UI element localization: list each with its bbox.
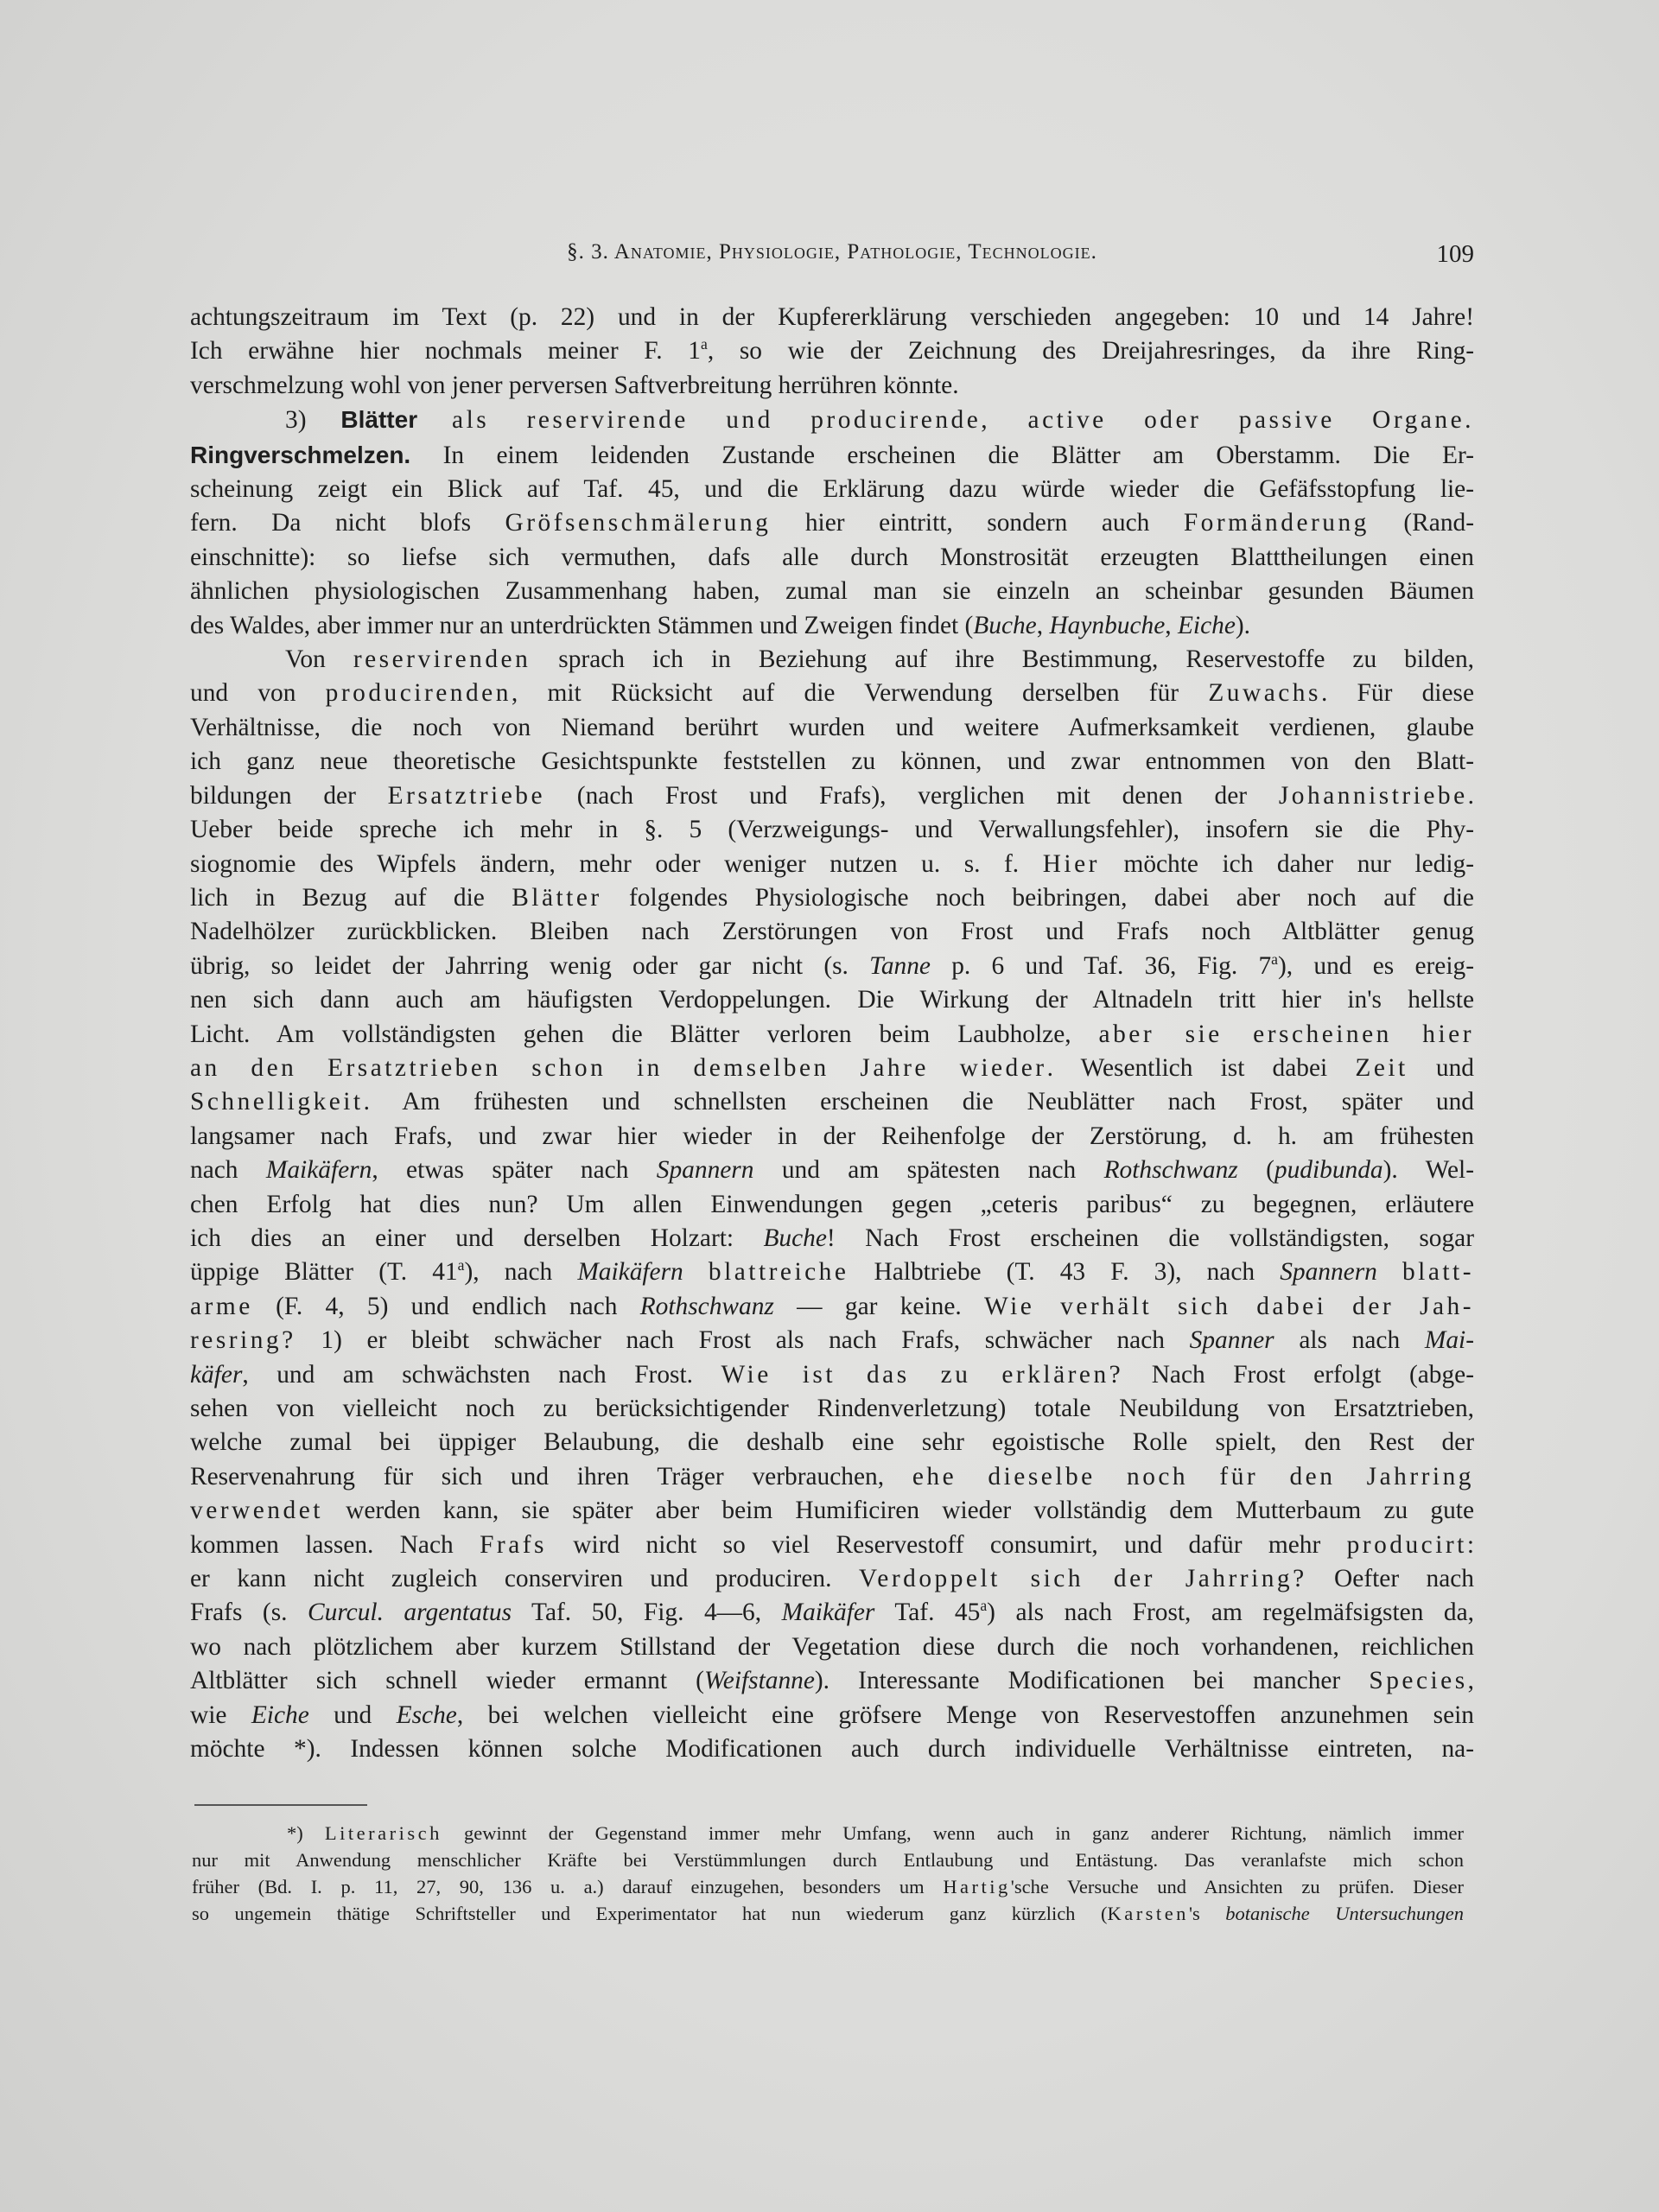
body-line: [190, 1154, 1474, 1187]
body-line: [190, 1188, 1474, 1222]
text-run: (F. 4, 5) und endlich nach: [252, 1292, 640, 1320]
spaced-text: Gröfsenschmälerung: [505, 509, 772, 537]
body-line: [190, 575, 1474, 608]
italic-text: Spannern: [1280, 1258, 1377, 1287]
spaced-text: blatt-: [1402, 1258, 1475, 1287]
text-run: Taf. 45: [874, 1599, 981, 1627]
body-line: [190, 1529, 1474, 1562]
body-line: [190, 1699, 1474, 1732]
spaced-text: Hier: [1042, 849, 1100, 878]
running-title: §. 3. Anatomie, Physiologie, Pathologie, Technologie.: [567, 240, 1097, 264]
text-run: (nach Frost und Frafs), verglichen mit denen der: [545, 781, 1279, 810]
spaced-text: Zeit: [1355, 1053, 1408, 1082]
text-run: Oefter nach: [1306, 1565, 1474, 1593]
italic-text: Buche: [973, 611, 1037, 639]
text-run: hier eintritt, sondern auch: [771, 509, 1184, 537]
italic-text: Esche: [396, 1700, 457, 1729]
spaced-text: blattreiche: [708, 1258, 849, 1287]
body-line: [190, 643, 1474, 677]
body-line: [190, 1255, 1474, 1289]
text-run: scheinung zeigt ein Blick auf Taf. 45, und die Erklärung dazu würde wieder die Gefäfsstopfung lie-: [190, 475, 1474, 504]
body-line: [190, 677, 1474, 710]
body-line: [190, 1052, 1474, 1085]
spaced-text: Karsten: [1107, 1903, 1189, 1924]
spaced-text: Blätter: [512, 883, 602, 912]
footnote-line: [192, 1847, 1464, 1873]
spaced-text: Ersatztriebe: [387, 781, 546, 810]
text-run: [417, 406, 452, 434]
body-line: [190, 1630, 1474, 1664]
text-run: — gar keine.: [773, 1292, 985, 1320]
body-line: [190, 334, 1474, 368]
text-run: .: [1467, 781, 1474, 810]
body-line: [190, 1426, 1474, 1459]
body-line: [190, 1120, 1474, 1154]
text-run: früher (Bd. I. p. 11, 27, 90, 136 u. a.) darauf einzugehen, besonders um: [192, 1876, 944, 1897]
text-run: und am spätesten nach: [753, 1156, 1104, 1185]
body-line: [190, 1460, 1474, 1494]
superscript: a: [980, 1597, 988, 1615]
text-run: Ich erwähne hier nochmals meiner F. 1: [190, 337, 701, 365]
text-run: Ueber beide spreche ich mehr in §. 5 (Verzweigungs- und Verwallungsfehler), insofern sie die Phy-: [190, 816, 1474, 844]
body-text: [190, 301, 1474, 1766]
body-line: [190, 403, 1474, 437]
text-run: Verhältnisse, die noch von Niemand berührt wurden und weitere Aufmerksamkeit verdienen, glaube: [190, 713, 1474, 741]
text-run: . Für diese: [1320, 679, 1474, 708]
spaced-text: resring?: [190, 1326, 296, 1355]
body-line: [190, 881, 1474, 915]
italic-text: Spannern: [656, 1156, 754, 1185]
text-run: sehen von vielleicht noch zu berücksichtigender Rindenverletzung) totale Neubildung von Ersatztrieben,: [190, 1395, 1474, 1422]
text-run: und von: [190, 679, 326, 708]
spaced-text: ehe dieselbe noch für den Jahrring: [912, 1462, 1474, 1491]
spaced-text: Wie verhält sich dabei der Jah-: [984, 1292, 1474, 1320]
spaced-text: aber sie erscheinen hier: [1098, 1020, 1474, 1048]
italic-text: Maikäfern: [577, 1258, 683, 1287]
italic-text: Weifstanne: [703, 1667, 815, 1695]
text-run: ).: [1235, 611, 1251, 639]
italic-text: Mai-: [1424, 1326, 1475, 1355]
bold-text: Blätter: [340, 406, 418, 434]
text-run: gewinnt der Gegenstand immer mehr Umfang, wenn auch in ganz anderer Richtung, nämlich immer: [442, 1822, 1464, 1844]
italic-text: Buche: [763, 1224, 827, 1252]
spaced-text: arme: [190, 1292, 253, 1320]
bold-text: Ringverschmelzen.: [190, 441, 411, 468]
text-run: ähnlichen physiologischen Zusammenhang haben, zumal man sie einzeln an scheinbar gesunden Bäumen: [190, 577, 1474, 606]
text-run: ), nach: [464, 1258, 578, 1287]
spaced-text: Schnelligkeit: [190, 1088, 364, 1116]
text-run: welche zumal bei üppiger Belaubung, die deshalb eine sehr egoistische Rolle spielt, den Rest der: [190, 1428, 1474, 1457]
spaced-text: Formänderung: [1183, 509, 1370, 537]
text-run: *): [287, 1822, 325, 1844]
text-run: Von: [285, 645, 353, 674]
text-run: übrig, so leidet der Jahrring wenig oder gar nicht (s.: [190, 951, 870, 980]
body-line: [190, 1664, 1474, 1698]
body-line: [190, 369, 1474, 403]
text-run: bildungen der: [190, 781, 388, 810]
text-run: (Rand-: [1369, 509, 1474, 537]
body-line: [190, 541, 1474, 575]
text-run: kommen lassen. Nach: [190, 1530, 480, 1559]
body-line: [190, 915, 1474, 949]
body-line: [190, 438, 1474, 473]
body-line: [190, 1324, 1474, 1357]
text-run: Licht. Am vollständigsten gehen die Blätter verloren beim Laubholze,: [190, 1020, 1099, 1048]
body-line: [190, 506, 1474, 540]
footnote-line: [192, 1900, 1464, 1927]
text-run: . Wesentlich ist dabei: [1046, 1053, 1356, 1082]
text-run: verschmelzung wohl von jener perversen Saftverbreitung herrühren könnte.: [190, 371, 959, 399]
body-line: [190, 745, 1474, 779]
text-run: [683, 1258, 709, 1286]
spaced-text: producirenden: [325, 679, 512, 708]
text-run: 's: [1188, 1903, 1226, 1924]
text-run: ). Wel-: [1382, 1156, 1474, 1185]
body-line: [190, 1358, 1474, 1392]
text-run: lich in Bezug auf die: [190, 883, 512, 912]
page-number: 109: [1436, 240, 1474, 268]
superscript: a: [1271, 950, 1278, 968]
text-run: Nadelhölzer zurückblicken. Bleiben nach Zerstörungen von Frost und Frafs noch Altblätter genug: [190, 918, 1474, 946]
spaced-text: Zuwachs: [1208, 679, 1321, 708]
text-run: nach: [190, 1156, 266, 1185]
text-run: üppige Blätter (T. 41: [190, 1258, 458, 1287]
text-run: einschnitte): so liefse sich vermuthen, dafs alle durch Monstrosität erzeugten Blatttheilungen einen: [190, 543, 1474, 571]
body-line: [190, 1222, 1474, 1255]
spaced-text: reservirenden: [353, 645, 531, 674]
text-run: langsamer nach Frafs, und zwar hier wieder in der Reihenfolge der Zerstörung, d. h. am frühesten: [190, 1122, 1474, 1150]
body-line: [190, 711, 1474, 745]
italic-text: Eiche: [251, 1700, 309, 1729]
text-run: , mit Rücksicht auf die Verwendung derselben für: [511, 679, 1209, 708]
italic-text: Rothschwanz: [1103, 1156, 1238, 1185]
text-run: Taf. 50, Fig. 4—6,: [512, 1599, 782, 1627]
body-line: [190, 1596, 1474, 1630]
text-run: folgendes Physiologische noch beibringen, dabei aber noch auf die: [601, 883, 1474, 912]
spaced-text: Literarisch: [324, 1822, 442, 1844]
text-run: (: [1237, 1156, 1274, 1185]
text-run: ,: [1165, 611, 1178, 639]
spaced-text: verwendet: [190, 1497, 323, 1525]
text-run: ich dies an einer und derselben Holzart:: [190, 1224, 764, 1252]
text-run: Reservenahrung für sich und ihren Träger verbrauchen,: [190, 1462, 912, 1491]
text-run: wo nach plötzlichem aber kurzem Stillstand der Vegetation diese durch die noch vorhandenen, reichlichen: [190, 1632, 1474, 1661]
footnote-divider: [194, 1804, 367, 1806]
text-run: 1) er bleibt schwächer nach Frost als nach Frafs, schwächer nach: [296, 1326, 1190, 1355]
text-run: 'sche Versuche und Ansichten zu prüfen. Dieser: [1010, 1876, 1464, 1897]
text-run: und: [308, 1700, 397, 1729]
page-header: [190, 240, 1474, 275]
italic-text: Eiche: [1177, 611, 1236, 639]
text-run: wird nicht so viel Reservestoff consumirt, und dafür mehr: [546, 1530, 1347, 1559]
text-run: In einem leidenden Zustande erscheinen die Blätter am Oberstamm. Die Er-: [410, 441, 1474, 469]
text-run: als nach: [1274, 1326, 1425, 1355]
text-run: achtungszeitraum im Text (p. 22) und in der Kupfererklärung verschieden angegeben: 10 und 14 Jahre!: [190, 303, 1474, 331]
text-run: möchte ich daher nur ledig-: [1099, 849, 1474, 878]
text-run: Nach Frost erfolgt (abge-: [1123, 1360, 1474, 1389]
body-line: [190, 1392, 1474, 1426]
text-run: nen sich dann auch am häufigsten Verdoppelungen. Die Wirkung der Altnadeln tritt hier in's hellste: [190, 986, 1474, 1014]
italic-text: Tanne: [869, 951, 931, 980]
text-run: chen Erfolg hat dies nun? Um allen Einwendungen gegen „ceteris paribus“ zu begegnen, erläutere: [190, 1190, 1474, 1218]
italic-text: Maikäfern: [265, 1156, 372, 1185]
text-run: fern. Da nicht blofs: [190, 509, 505, 537]
text-run: und: [1408, 1053, 1475, 1082]
text-run: ), und es ereig-: [1277, 951, 1474, 980]
spaced-text: Hartig: [943, 1876, 1011, 1897]
body-line: [190, 950, 1474, 983]
text-run: p. 6 und Taf. 36, Fig. 7: [930, 951, 1272, 980]
italic-text: Curcul. argentatus: [308, 1599, 512, 1627]
italic-text: Maikäfer: [781, 1599, 875, 1627]
text-run: ! Nach Frost erscheinen die vollständigsten, sogar: [826, 1224, 1474, 1252]
superscript: a: [700, 335, 708, 353]
body-line: [190, 1018, 1474, 1052]
body-line: [190, 1290, 1474, 1324]
text-run: Halbtriebe (T. 43 F. 3), nach: [849, 1258, 1281, 1287]
spaced-text: Species: [1369, 1667, 1468, 1695]
footnote-line: [192, 1873, 1464, 1900]
body-line: [190, 848, 1474, 881]
text-run: , und am schwächsten nach Frost.: [242, 1360, 721, 1389]
text-run: :: [1466, 1530, 1474, 1559]
italic-text: käfer: [190, 1360, 243, 1389]
text-run: ) als nach Frost, am regelmäfsigsten da,: [987, 1599, 1475, 1627]
italic-text: Spanner: [1189, 1326, 1274, 1355]
body-line: [190, 473, 1474, 506]
text-run: möchte *). Indessen können solche Modificationen auch durch individuelle Verhältnisse eintreten, na-: [190, 1735, 1474, 1764]
body-line: [190, 301, 1474, 334]
spaced-text: producirt: [1346, 1530, 1467, 1559]
italic-text: Rothschwanz: [639, 1292, 774, 1320]
text-run: ,: [1467, 1667, 1474, 1695]
spaced-text: Johannistriebe: [1278, 781, 1468, 810]
spaced-text: Verdoppelt sich der Jahrring?: [858, 1565, 1307, 1593]
footnote: [192, 1820, 1464, 1927]
body-line: [190, 609, 1474, 643]
text-run: [1377, 1258, 1402, 1286]
text-run: ,: [1036, 611, 1050, 639]
body-line: [190, 1562, 1474, 1596]
text-run: so ungemein thätige Schriftsteller und Experimentator hat nun wiederum ganz kürzlich (: [192, 1903, 1108, 1924]
text-run: ich ganz neue theoretische Gesichtspunkte feststellen zu können, und zwar entnommen von den Blatt-: [190, 747, 1474, 776]
body-line: [190, 1732, 1474, 1766]
text-run: siognomie des Wipfels ändern, mehr oder weniger nutzen u. s. f.: [190, 849, 1043, 878]
text-run: er kann nicht zugleich conserviren und produciren.: [190, 1565, 859, 1593]
text-run: Altblätter sich schnell wieder ermannt (: [190, 1667, 704, 1695]
text-run: nur mit Anwendung menschlicher Kräfte bei Verstümmlungen durch Entlaubung und Entästung. Das veranlafste mich schon: [192, 1849, 1464, 1871]
body-line: [190, 1494, 1474, 1528]
text-run: werden kann, sie später aber beim Humificiren wieder vollständig dem Mutterbaum zu gute: [322, 1497, 1474, 1525]
spaced-text: Frafs: [480, 1530, 547, 1559]
text-run: sprach ich in Beziehung auf ihre Bestimmung, Reservestoffe zu bilden,: [531, 645, 1474, 674]
body-line: [190, 779, 1474, 813]
body-line: [190, 1085, 1474, 1119]
text-run: . Am frühesten und schnellsten erscheinen die Neublätter nach Frost, später und: [363, 1088, 1474, 1116]
text-run: 3): [285, 406, 341, 435]
text-run: ). Interessante Modificationen bei mancher: [814, 1667, 1370, 1695]
body-line: [190, 813, 1474, 847]
spaced-text: an den Ersatztrieben schon in demselben Jahre wieder: [190, 1053, 1047, 1082]
text-run: , so wie der Zeichnung des Dreijahresringes, da ihre Ring-: [707, 337, 1474, 365]
italic-text: pudibunda: [1274, 1156, 1383, 1185]
text-run: wie: [190, 1700, 251, 1729]
italic-text: Haynbuche: [1049, 611, 1166, 639]
text-run: Frafs (s.: [190, 1599, 308, 1627]
text-run: , bei welchen vielleicht eine gröfsere Menge von Reservestoffen anzunehmen sein: [456, 1700, 1474, 1729]
superscript: a: [457, 1256, 465, 1274]
body-line: [190, 983, 1474, 1017]
spaced-text: als reservirende und producirende, active oder passive Organe.: [452, 406, 1474, 435]
italic-text: botanische Untersuchungen: [1225, 1903, 1464, 1924]
spaced-text: Wie ist das zu erklären?: [721, 1360, 1124, 1389]
footnote-line: [192, 1820, 1464, 1847]
text-run: des Waldes, aber immer nur an unterdrückten Stämmen und Zweigen findet (: [190, 611, 974, 639]
text-run: , etwas später nach: [372, 1156, 657, 1185]
